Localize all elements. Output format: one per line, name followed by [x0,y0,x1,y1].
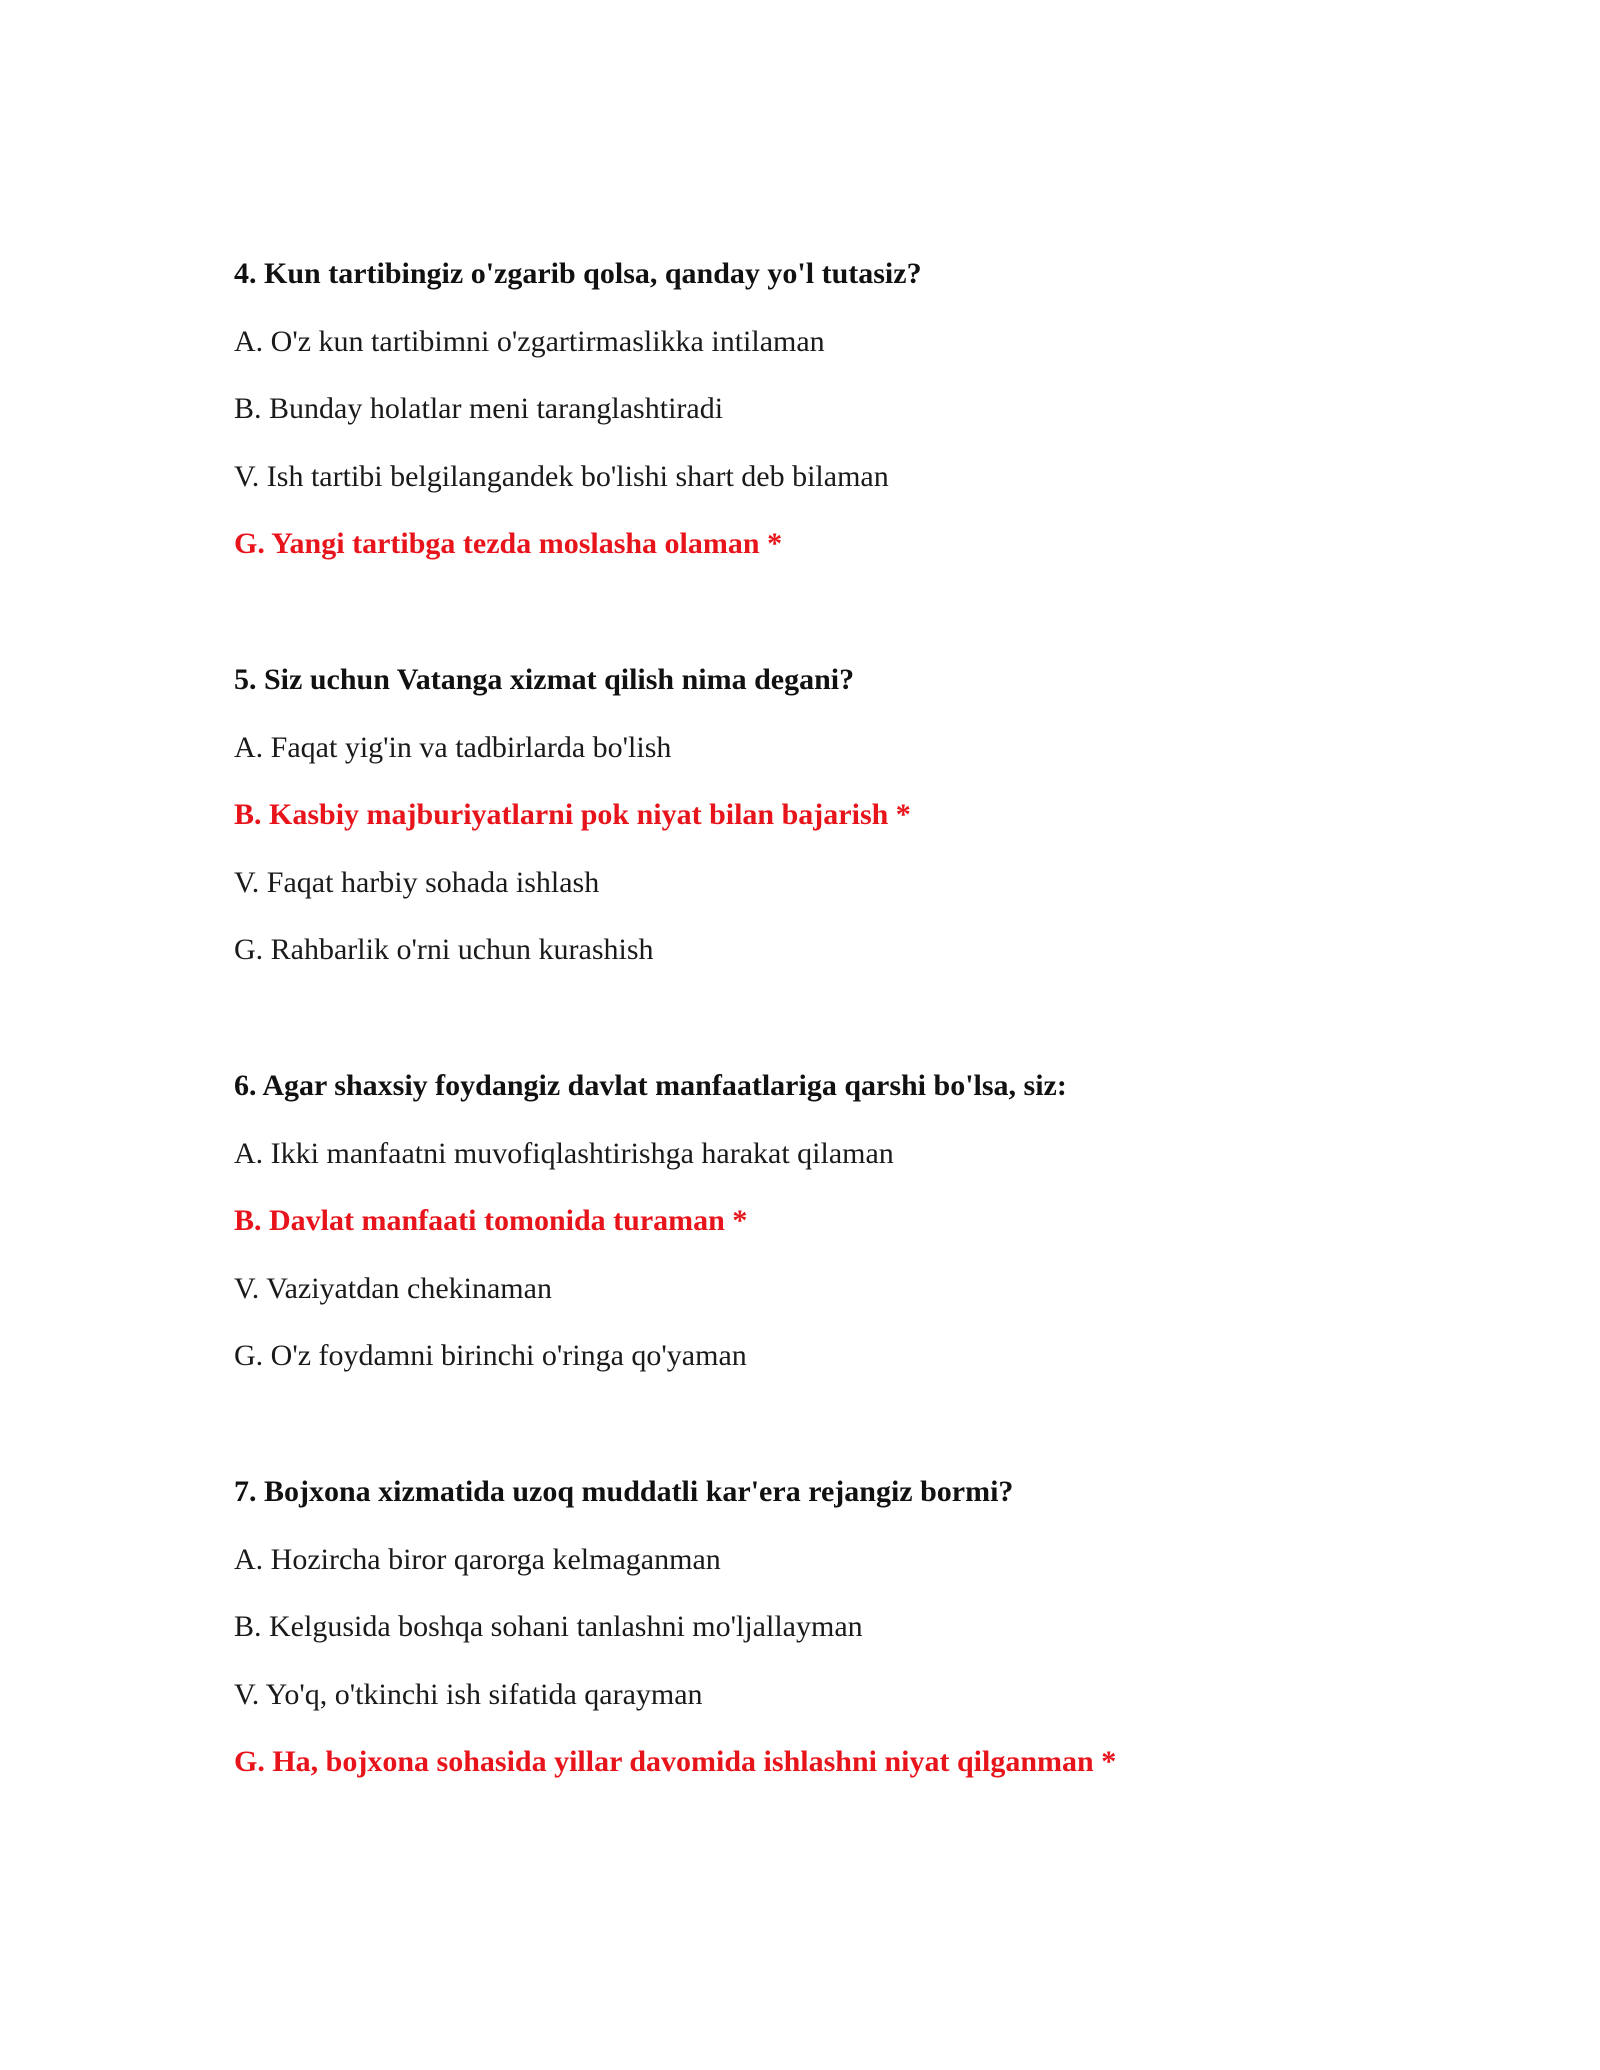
question-block [234,646,1434,984]
correct-answer-option: G. Yangi tartibga tezda moslasha olaman * [234,527,783,560]
question-text: 5. Siz uchun Vatanga xizmat qilish nima degani? [234,663,855,696]
answer-option: A. O'z kun tartibimni o'zgartirmaslikka intilaman [234,324,825,358]
question-text: 4. Kun tartibingiz o'zgarib qolsa, qanday yo'l tutasiz? [234,257,922,290]
answer-option: V. Vaziyatdan chekinaman [234,1271,552,1305]
answer-option: A. Faqat yig'in va tadbirlarda bo'lish [234,730,672,764]
answer-option: V. Yo'q, o'tkinchi ish sifatida qarayman [234,1677,703,1711]
question-text: 6. Agar shaxsiy foydangiz davlat manfaatlariga qarshi bo'lsa, siz: [234,1069,1067,1102]
answer-option: B. Bunday holatlar meni taranglashtiradi [234,392,724,425]
correct-answer-option: B. Kasbiy majburiyatlarni pok niyat bilan bajarish * [234,798,911,831]
question-block [234,240,1434,578]
answer-option: V. Faqat harbiy sohada ishlash [234,865,600,899]
question-block [234,1458,1434,1796]
correct-answer-option: G. Ha, bojxona sohasida yillar davomida ishlashni niyat qilganman * [234,1745,1117,1778]
answer-option: A. Ikki manfaatni muvofiqlashtirishga harakat qilaman [234,1136,894,1170]
answer-option: A. Hozircha biror qarorga kelmaganman [234,1542,721,1576]
question-block [234,1052,1434,1390]
answer-option: V. Ish tartibi belgilangandek bo'lishi shart deb bilaman [234,459,889,493]
question-text: 7. Bojxona xizmatida uzoq muddatli kar'era rejangiz bormi? [234,1475,1014,1508]
answer-option: B. Kelgusida boshqa sohani tanlashni mo'ljallayman [234,1610,863,1643]
correct-answer-option: B. Davlat manfaati tomonida turaman * [234,1204,748,1237]
answer-option: G. O'z foydamni birinchi o'ringa qo'yaman [234,1339,747,1372]
answer-option: G. Rahbarlik o'rni uchun kurashish [234,933,654,966]
